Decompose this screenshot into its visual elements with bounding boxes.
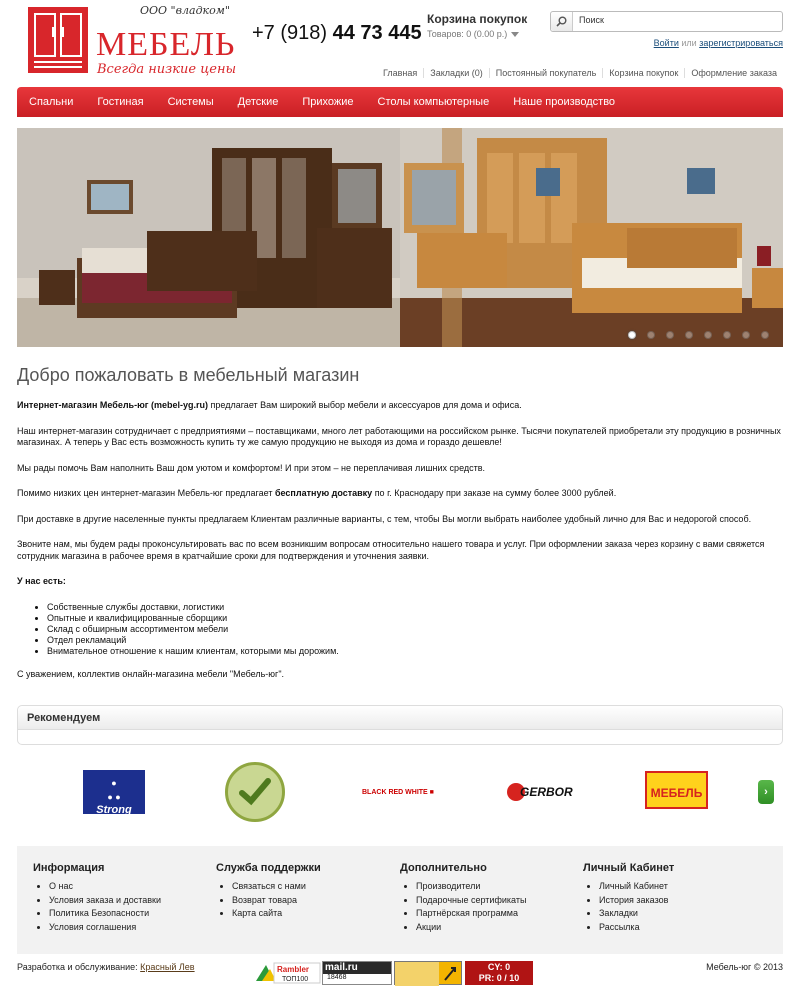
brand-gerbor-label: GERBOR <box>520 785 573 799</box>
mail-counter[interactable] <box>322 961 392 985</box>
rambler-counter[interactable] <box>254 961 320 985</box>
footer-col-info <box>33 862 161 934</box>
rambler-sub: ТОП100 <box>282 976 309 983</box>
brand-strong-label: Strong <box>96 804 132 816</box>
brand-brw-label: BLACK RED WHITE <box>362 789 428 796</box>
carousel-next-button[interactable] <box>758 780 774 804</box>
paragraph-bold: Интернет-магазин Мебель-юг (mebel-yg.ru) <box>17 400 209 410</box>
bedroom-photo <box>17 128 783 347</box>
footer-link[interactable]: • Возврат товара <box>232 894 321 908</box>
top-nav-cart[interactable]: Корзина покупок <box>602 68 684 78</box>
page-title: Добро пожаловать в мебельный магазин <box>17 365 360 385</box>
logo-tagline: Всегда низкие цены <box>97 62 237 77</box>
menu-item-desks[interactable]: Столы компьютерные <box>377 96 490 108</box>
footer-link[interactable]: • Личный Кабинет <box>599 880 674 894</box>
footer-col-support <box>216 862 321 921</box>
liveinternet-counter[interactable] <box>394 961 462 985</box>
pr-value: PR: 0 / 10 <box>478 973 520 983</box>
brand-gerbor-logo[interactable] <box>506 778 573 806</box>
cart-dropdown[interactable] <box>427 29 519 39</box>
footer-link[interactable]: • Карта сайта <box>232 907 321 921</box>
search-input[interactable] <box>579 15 769 25</box>
developer-label: Разработка и обслуживание: <box>17 962 138 972</box>
slider-dot[interactable] <box>723 331 731 339</box>
footer-col-title: Личный Кабинет <box>583 862 675 874</box>
list-item: • Склад с обширным ассортиментом мебели <box>47 624 783 635</box>
footer-link[interactable]: • Подарочные сертификаты <box>416 894 526 908</box>
auth-or: или <box>681 38 697 48</box>
rambler-label: Rambler <box>277 965 310 974</box>
menu-item-hallway[interactable]: Прихожие <box>302 96 354 108</box>
paragraph: Мы рады помочь Вам наполнить Ваш дом уютом и комфортом! И при этом – не переплачивая лишних средств. <box>17 462 486 473</box>
footer-link[interactable]: • Политика Безопасности <box>49 907 161 921</box>
brand-kuban-logo[interactable]: МЕБЕЛЬ <box>645 771 708 809</box>
menu-item-systems[interactable]: Системы <box>167 96 214 108</box>
slider-dot[interactable] <box>761 331 769 339</box>
footer-col-title: Информация <box>33 862 105 874</box>
logo-icon[interactable] <box>28 7 88 73</box>
slider-dot[interactable] <box>628 331 636 339</box>
main-menu <box>17 87 783 117</box>
copyright: Мебель-юг © 2013 <box>706 962 783 972</box>
list-title: У нас есть: <box>17 576 66 586</box>
menu-item-production[interactable]: Наше производство <box>513 96 616 108</box>
logo-company: ООО "владком" <box>140 4 230 17</box>
register-link[interactable]: зарегистрироваться <box>699 38 783 48</box>
paragraph <box>17 400 783 412</box>
brand-carousel <box>17 758 783 828</box>
cart-title: Корзина покупок <box>427 12 528 26</box>
signature: С уважением, коллектив онлайн-магазина мебели "Мебель-юг". <box>17 668 285 679</box>
strong-dots-icon: ● ● ● <box>107 778 121 802</box>
footer-col-title: Служба поддержки <box>216 862 321 874</box>
search-button[interactable] <box>551 12 573 31</box>
footer-link[interactable]: • Условия заказа и доставки <box>49 894 161 908</box>
phone-prefix: +7 (918) <box>252 22 328 44</box>
phone-number <box>252 22 422 45</box>
mail-label: mail.ru <box>323 962 391 974</box>
list-item: • Опытные и квалифицированные сборщики <box>47 613 783 624</box>
top-nav-account[interactable]: Постоянный покупатель <box>489 68 603 78</box>
footer-link[interactable]: • Производители <box>416 880 526 894</box>
paragraph-text: по г. Краснодару при заказе на сумму более 3000 рублей. <box>372 488 617 498</box>
footer-link[interactable]: • Рассылка <box>599 921 674 935</box>
chevron-down-icon <box>511 32 519 37</box>
footer-col-extra <box>400 862 526 934</box>
features-list <box>47 602 783 657</box>
login-link[interactable]: Войти <box>653 38 679 48</box>
paragraph: Звоните нам, мы будем рады проконсультировать вас по всем возникшим вопросам относительно нашего товара и услуг. При оформлении заказа через корзину с вами свяжется сотрудник магазина в рабочее время в кратчайшие сроки для подтверждения и уточнения заявки. <box>17 539 765 561</box>
slider-dot[interactable] <box>647 331 655 339</box>
image-slider[interactable] <box>17 128 783 347</box>
list-item: • Отдел рекламаций <box>47 635 783 646</box>
footer-link[interactable]: • Связаться с нами <box>232 880 321 894</box>
paragraph-bold: бесплатную доставку <box>274 488 373 498</box>
developer-link[interactable]: Красный Лев <box>140 962 195 972</box>
footer-col-account <box>583 862 674 934</box>
footer-col-title: Дополнительно <box>400 862 487 874</box>
slider-dots <box>628 331 769 339</box>
welcome-text <box>17 400 783 694</box>
list-item: • Внимательное отношение к нашим клиентам, которыми мы дорожим. <box>47 646 783 657</box>
brw-square-icon: ■ <box>429 789 434 796</box>
recommend-box <box>17 705 783 745</box>
list-item: • Собственные службы доставки, логистики <box>47 602 783 613</box>
slider-dot[interactable] <box>742 331 750 339</box>
slider-dot[interactable] <box>666 331 674 339</box>
chevron-right-icon: › <box>764 786 768 798</box>
paragraph: Наш интернет-магазин сотрудничает с предприятиями – поставщиками, много лет работающими на российском рынке. Тысячи покупателей приобретали эту продукцию в розничных магазинах. А теперь у Вас есть возможность купить ту же самую продукцию не выходя из дома и гораздо дешевле! <box>17 425 781 447</box>
phone-main: 44 73 445 <box>332 22 422 44</box>
cy-value: CY: 0 <box>487 962 511 972</box>
paragraph-text: предлагает Вам широкий выбор мебели и аксессуаров для дома и офиса. <box>208 400 522 410</box>
recommend-title: Рекомендуем <box>18 706 782 730</box>
developer-credit <box>17 962 195 972</box>
top-nav <box>377 68 783 78</box>
footer-link[interactable]: • О нас <box>49 880 161 894</box>
search-box <box>550 11 783 32</box>
brand-brw-logo[interactable] <box>362 789 434 796</box>
brand-check-logo[interactable] <box>225 762 285 822</box>
top-nav-home[interactable]: Главная <box>383 68 418 78</box>
footer-link[interactable]: • История заказов <box>599 894 674 908</box>
mail-count: 18468 <box>327 974 347 981</box>
footer-link[interactable]: • Партнёрская программа <box>416 907 526 921</box>
logo-name[interactable]: МЕБЕЛЬ <box>96 26 236 63</box>
brand-strong-logo[interactable] <box>83 770 145 814</box>
paragraph: При доставке в другие населенные пункты предлагаем Клиентам различные варианты, с тем, чтобы Вы могли выбрать наиболее удобный лично для Вас и недорогой способ. <box>17 513 752 524</box>
cart-summary: Товаров: 0 (0.00 р.) <box>427 29 508 39</box>
footer <box>17 846 783 954</box>
auth-links <box>654 38 783 48</box>
slider-dot[interactable] <box>704 331 712 339</box>
search-icon <box>556 16 567 27</box>
paragraph <box>17 488 783 500</box>
top-nav-checkout[interactable]: Оформление заказа <box>684 68 783 78</box>
footer-link[interactable]: • Закладки <box>599 907 674 921</box>
menu-item-kids[interactable]: Детские <box>237 96 279 108</box>
footer-link[interactable]: • Условия соглашения <box>49 921 161 935</box>
paragraph-text: Помимо низких цен интернет-магазин Мебель-юг предлагает <box>17 488 275 498</box>
cy-pr-counter[interactable] <box>465 961 533 985</box>
footer-link[interactable]: • Акции <box>416 921 526 935</box>
top-nav-bookmarks[interactable]: Закладки (0) <box>423 68 488 78</box>
menu-item-bedrooms[interactable]: Спальни <box>29 96 74 108</box>
menu-item-living[interactable]: Гостиная <box>97 96 144 108</box>
slider-dot[interactable] <box>685 331 693 339</box>
checkmark-icon <box>228 765 282 819</box>
